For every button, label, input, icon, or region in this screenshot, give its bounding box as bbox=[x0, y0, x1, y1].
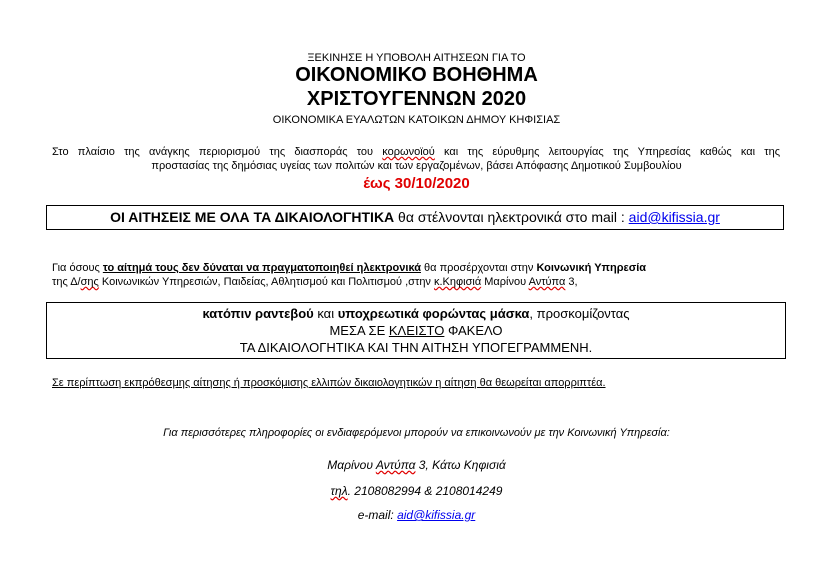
in-person-place: κ.Κηφισιά bbox=[434, 276, 482, 288]
page-title-line1: ΟΙΚΟΝΟΜΙΚΟ ΒΟΗΘΗΜΑ bbox=[295, 64, 538, 86]
envelope-text: , προσκομίζοντας bbox=[529, 306, 630, 321]
header-tagline: ΟΙΚΟΝΟΜΙΚΑ ΕΥΑΛΩΤΩΝ ΚΑΤΟΙΚΩΝ ΔΗΜΟΥ ΚΗΦΙΣΙΑΣ bbox=[272, 114, 561, 126]
in-person-text: Για όσους bbox=[52, 262, 103, 274]
email-submission-box bbox=[46, 205, 784, 230]
contact-phone bbox=[0, 484, 833, 498]
contact-email bbox=[0, 508, 833, 522]
contact-address bbox=[0, 458, 833, 472]
envelope-text: ΜΕΣΑ ΣΕ bbox=[329, 323, 389, 338]
deadline-date: έως 30/10/2020 bbox=[363, 175, 470, 192]
envelope-text: και bbox=[313, 306, 338, 321]
in-person-street: Αντύπα bbox=[528, 276, 566, 288]
appointment-text: κατόπιν ραντεβού bbox=[202, 306, 314, 321]
phone-numbers: . 2108082994 & 2108014249 bbox=[347, 484, 503, 498]
envelope-line-2 bbox=[47, 323, 785, 338]
in-person-emphasis: το αίτημά τους δεν δύναται να πραγματοποιηθεί ηλεκτρονικά bbox=[102, 262, 421, 274]
envelope-line-1 bbox=[47, 306, 785, 321]
header-subtitle: ΞΕΚΙΝΗΣΕ Η ΥΠΟΒΟΛΗ ΑΙΤΗΣΕΩΝ ΓΙΑ ΤΟ bbox=[307, 52, 526, 64]
in-person-text: Κοινωνικών Υπηρεσιών, Παιδείας, Αθλητισμού και Πολιτισμού ,στην bbox=[98, 276, 434, 288]
intro-text: και της εύρυθμης λειτουργίας της Υπηρεσίας καθώς και της bbox=[444, 146, 781, 158]
rejection-warning: Σε περίπτωση εκπρόθεσμης αίτησης ή προσκόμισης ελλιπών δικαιολογητικών η αίτηση θα θεωρείται απορριπτέα. bbox=[52, 377, 606, 389]
email-link[interactable]: aid@kifissia.gr bbox=[628, 209, 720, 225]
intro-text: Στο πλαίσιο της ανάγκης περιορισμού της διασποράς του bbox=[52, 146, 374, 158]
in-person-text: 3, bbox=[565, 276, 578, 288]
in-person-line-2 bbox=[52, 276, 578, 288]
contact-email-link[interactable]: aid@kifissia.gr bbox=[397, 508, 476, 522]
in-person-text: θα προσέρχονται στην bbox=[420, 262, 537, 274]
in-person-text: της Δ/ bbox=[52, 276, 81, 288]
phone-abbrev: τηλ bbox=[330, 484, 348, 498]
address-text: Μαρίνου bbox=[327, 458, 376, 472]
intro-line-2: προστασίας της δημόσιας υγείας των πολιτών και των εργαζομένων, βάσει Απόφασης Δημοτικού Συμβουλίου bbox=[151, 160, 682, 172]
contact-intro: Για περισσότερες πληροφορίες οι ενδιαφερόμενοι μπορούν να επικοινωνούν με την Κοινωνική Υπηρεσία: bbox=[163, 427, 670, 439]
email-label: e-mail: bbox=[357, 508, 398, 522]
envelope-line-3: ΤΑ ΔΙΚΑΙΟΛΟΓΗΤΙΚΑ ΚΑΙ ΤΗΝ ΑΙΤΗΣΗ ΥΠΟΓΕΓΡΑΜΜΕΝΗ. bbox=[239, 340, 593, 355]
intro-covid-word: κορωνοϊού bbox=[382, 146, 435, 158]
in-person-abbrev: σης bbox=[80, 276, 99, 288]
social-service-label: Κοινωνική Υπηρεσία bbox=[536, 262, 647, 274]
intro-line-1 bbox=[52, 146, 780, 158]
envelope-instructions-box bbox=[46, 302, 786, 359]
email-box-text: θα στέλνονται ηλεκτρονικά στο mail : bbox=[394, 209, 629, 225]
in-person-line-1 bbox=[52, 262, 646, 274]
address-text: 3, Κάτω Κηφισιά bbox=[415, 458, 506, 472]
page-title-line2: ΧΡΙΣΤΟΥΓΕΝΝΩΝ 2020 bbox=[306, 88, 527, 110]
closed-word: ΚΛΕΙΣΤΟ bbox=[388, 323, 445, 338]
in-person-text: Μαρίνου bbox=[481, 276, 529, 288]
envelope-text: ΦΑΚΕΛΟ bbox=[444, 323, 503, 338]
address-street: Αντύπα bbox=[375, 458, 416, 472]
mask-text: υποχρεωτικά φορώντας μάσκα bbox=[337, 306, 530, 321]
email-box-heading: ΟΙ ΑΙΤΗΣΕΙΣ ΜΕ ΟΛΑ ΤΑ ΔΙΚΑΙΟΛΟΓΗΤΙΚΑ bbox=[110, 209, 395, 225]
